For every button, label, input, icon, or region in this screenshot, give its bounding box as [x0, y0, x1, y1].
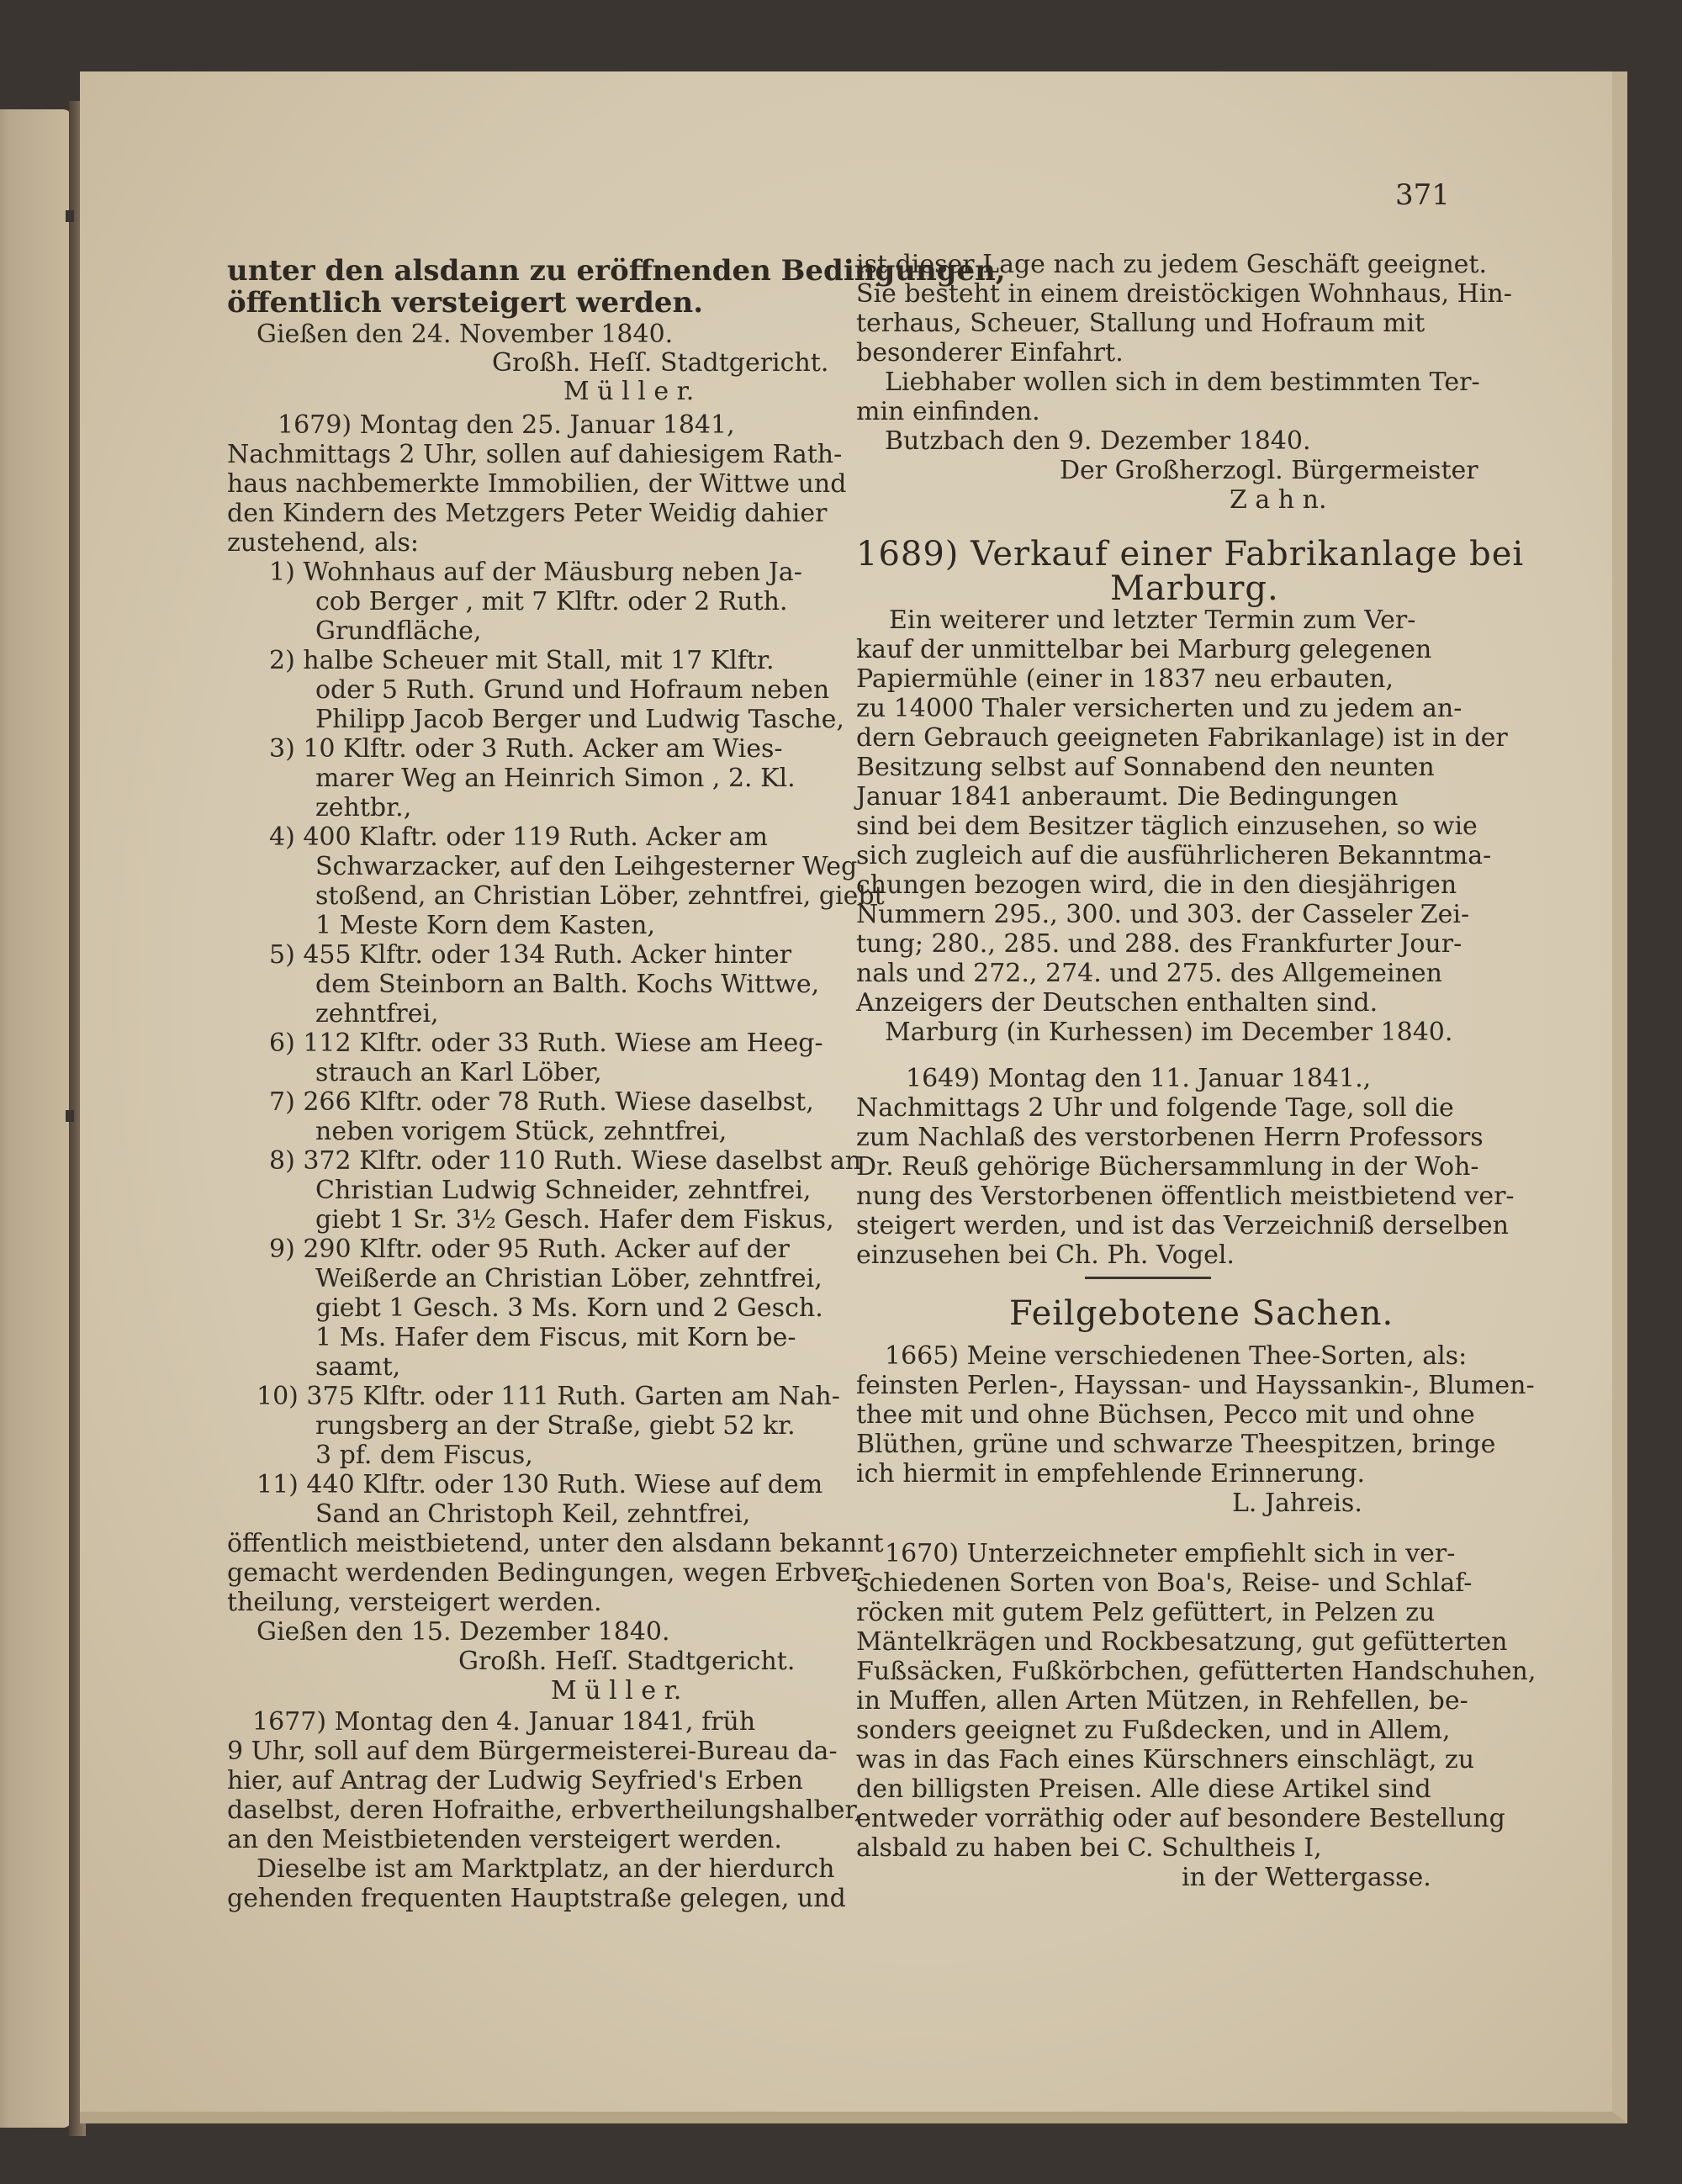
text-line: öffentlich meistbietend, unter den alsdann bekannt: [227, 1529, 884, 1558]
list-item: 10) 375 Klftr. oder 111 Ruth. Garten am Nah-: [257, 1382, 840, 1411]
notice-heading: 1677) Montag den 4. Januar 1841, früh: [252, 1707, 756, 1737]
text-line: Gießen den 24. November 1840.: [257, 320, 674, 349]
text-line: stoßend, an Christian Löber, zehntfrei, giebt: [315, 881, 885, 911]
text-line: nung des Verstorbenen öffentlich meistbietend ver-: [856, 1182, 1515, 1211]
text-line: haus nachbemerkte Immobilien, der Wittwe und: [227, 469, 847, 499]
list-item: 6) 112 Klftr. oder 33 Ruth. Wiese am Heeg-: [269, 1029, 823, 1058]
text-line: Dieselbe ist am Marktplatz, an der hierdurch: [257, 1854, 835, 1884]
text-line: steigert werden, und ist das Verzeichniß derselben: [856, 1211, 1509, 1240]
list-item: 1) Wohnhaus auf der Mäusburg neben Ja-: [269, 558, 802, 587]
signature-line: M ü l l e r.: [563, 377, 695, 406]
facing-page-edge: [0, 109, 71, 2128]
text-line: kauf der unmittelbar bei Marburg gelegenen: [856, 635, 1432, 664]
text-line: öffentlich versteigert werden.: [227, 286, 704, 320]
text-line: alsbald zu haben bei C. Schultheis I,: [856, 1833, 1322, 1863]
text-line: saamt,: [315, 1352, 401, 1382]
text-line: schiedenen Sorten von Boa's, Reise- und Schlaf-: [856, 1568, 1473, 1598]
text-line: besonderer Einfahrt.: [856, 338, 1124, 368]
text-line: giebt 1 Sr. 3½ Gesch. Hafer dem Fiskus,: [315, 1205, 834, 1235]
text-line: zehtbr.,: [315, 793, 412, 822]
text-line: Fußsäcken, Fußkörbchen, gefütterten Handschuhen,: [856, 1657, 1537, 1686]
list-item: 9) 290 Klftr. oder 95 Ruth. Acker auf der: [269, 1235, 790, 1264]
text-line: strauch an Karl Löber,: [315, 1058, 602, 1087]
text-line: Ein weiterer und letzter Termin zum Ver-: [889, 605, 1416, 635]
text-line: dern Gebrauch geeigneten Fabrikanlage) ist in der: [856, 723, 1508, 753]
section-divider: [1085, 1277, 1211, 1279]
text-line: hier, auf Antrag der Ludwig Seyfried's Erben: [227, 1766, 803, 1795]
text-line: gemacht werdenden Bedingungen, wegen Erbver-: [227, 1558, 871, 1588]
notice-heading: 1689) Verkauf einer Fabrikanlage bei: [856, 535, 1525, 574]
signature-line: Z a h n.: [1230, 485, 1327, 515]
section-title: Feilgebotene Sachen.: [1009, 1294, 1394, 1333]
notice-heading: 1665) Meine verschiedenen Thee-Sorten, als:: [885, 1341, 1468, 1371]
text-line: Sand an Christoph Keil, zehntfrei,: [315, 1499, 751, 1529]
text-line: rungsberg an der Straße, giebt 52 kr.: [315, 1411, 796, 1441]
text-line: zehntfrei,: [315, 999, 439, 1029]
text-line: 3 pf. dem Fiscus,: [315, 1441, 533, 1470]
text-line: sich zugleich auf die ausführlicheren Bekanntma-: [856, 841, 1492, 870]
notice-heading: Marburg.: [1110, 569, 1279, 608]
text-line: marer Weg an Heinrich Simon , 2. Kl.: [315, 764, 796, 793]
text-line: Grundfläche,: [315, 616, 482, 646]
page-number: 371: [1395, 178, 1450, 212]
text-line: sind bei dem Besitzer täglich einzusehen, so wie: [856, 812, 1478, 841]
list-item: 2) halbe Scheuer mit Stall, mit 17 Klftr.: [269, 646, 775, 675]
signature-line: M ü l l e r.: [551, 1676, 682, 1705]
text-line: Der Großherzogl. Bürgermeister: [1060, 456, 1478, 485]
list-item: 8) 372 Klftr. oder 110 Ruth. Wiese daselbst an: [269, 1146, 862, 1176]
text-line: Nachmittags 2 Uhr, sollen auf dahiesigem Rath-: [227, 440, 843, 469]
text-line: Liebhaber wollen sich in dem bestimmten Ter-: [885, 368, 1480, 397]
text-line: nals und 272., 274. und 275. des Allgemeinen: [856, 959, 1442, 988]
text-line: unter den alsdann zu eröffnenden Bedingungen,: [227, 254, 1006, 288]
text-line: Januar 1841 anberaumt. Die Bedingungen: [856, 782, 1399, 812]
text-line: terhaus, Scheuer, Stallung und Hofraum mit: [856, 309, 1425, 338]
text-line: Christian Ludwig Schneider, zehntfrei,: [315, 1176, 812, 1205]
text-line: giebt 1 Gesch. 3 Ms. Korn und 2 Gesch.: [315, 1293, 823, 1323]
text-line: dem Steinborn an Balth. Kochs Wittwe,: [315, 970, 820, 999]
list-item: 7) 266 Klftr. oder 78 Ruth. Wiese daselbst,: [269, 1087, 814, 1117]
text-line: Mäntelkrägen und Rockbesatzung, gut gefütterten: [856, 1627, 1508, 1657]
list-item: 11) 440 Klftr. oder 130 Ruth. Wiese auf dem: [257, 1470, 823, 1499]
text-line: Papiermühle (einer in 1837 neu erbauten,: [856, 664, 1394, 694]
margin-mark: [66, 1110, 74, 1122]
text-line: Philipp Jacob Berger und Ludwig Tasche,: [315, 705, 844, 734]
text-line: was in das Fach eines Kürschners einschlägt, zu: [856, 1745, 1475, 1774]
notice-heading: 1679) Montag den 25. Januar 1841,: [278, 410, 735, 440]
text-line: daselbst, deren Hofraithe, erbvertheilungshalber,: [227, 1795, 863, 1825]
text-line: Butzbach den 9. Dezember 1840.: [885, 426, 1311, 456]
signature-line: in der Wettergasse.: [1182, 1863, 1431, 1892]
text-line: Weißerde an Christian Löber, zehntfrei,: [315, 1264, 822, 1293]
notice-heading: 1670) Unterzeichneter empfiehlt sich in ver-: [885, 1539, 1456, 1568]
text-line: Großh. Heſſ. Stadtgericht.: [458, 1647, 796, 1676]
text-line: einzusehen bei Ch. Ph. Vogel.: [856, 1240, 1235, 1270]
text-line: ich hiermit in empfehlende Erinnerung.: [856, 1459, 1366, 1489]
text-line: 1 Meste Korn dem Kasten,: [315, 911, 656, 940]
text-line: chungen bezogen wird, die in den diesjährigen: [856, 870, 1457, 900]
text-line: 1 Ms. Hafer dem Fiscus, mit Korn be-: [315, 1323, 796, 1352]
text-line: min einfinden.: [856, 397, 1040, 426]
list-item: 3) 10 Klftr. oder 3 Ruth. Acker am Wies-: [269, 734, 783, 764]
text-line: Schwarzacker, auf den Leihgesterner Weg: [315, 852, 858, 881]
text-line: in Muffen, allen Arten Mützen, in Rehfellen, be-: [856, 1686, 1468, 1716]
text-line: Blüthen, grüne und schwarze Theespitzen, bringe: [856, 1430, 1496, 1459]
text-line: neben vorigem Stück, zehntfrei,: [315, 1117, 727, 1146]
text-line: zustehend, als:: [227, 528, 419, 558]
text-line: theilung, versteigert werden.: [227, 1588, 602, 1617]
text-line: an den Meistbietenden versteigert werden.: [227, 1825, 782, 1854]
list-item: 4) 400 Klaftr. oder 119 Ruth. Acker am: [269, 822, 768, 852]
text-line: sonders geeignet zu Fußdecken, und in Allem,: [856, 1716, 1451, 1745]
text-line: ist dieser Lage nach zu jedem Geschäft geeignet.: [856, 250, 1487, 279]
notice-heading: 1649) Montag den 11. Januar 1841.,: [906, 1064, 1372, 1093]
text-line: feinsten Perlen-, Hayssan- und Hayssankin-, Blumen-: [856, 1371, 1535, 1400]
text-line: thee mit und ohne Büchsen, Pecco mit und ohne: [856, 1400, 1475, 1430]
text-line: den Kindern des Metzgers Peter Weidig dahier: [227, 499, 828, 528]
text-line: den billigsten Preisen. Alle diese Artikel sind: [856, 1774, 1431, 1804]
text-line: cob Berger , mit 7 Klftr. oder 2 Ruth.: [315, 587, 788, 616]
text-line: entweder vorräthig oder auf besondere Bestellung: [856, 1804, 1505, 1833]
text-line: oder 5 Ruth. Grund und Hofraum neben: [315, 675, 830, 705]
text-line: Nummern 295., 300. und 303. der Casseler Zei-: [856, 900, 1470, 929]
text-line: Nachmittags 2 Uhr und folgende Tage, soll die: [856, 1093, 1454, 1123]
text-line: Gießen den 15. Dezember 1840.: [257, 1617, 670, 1647]
list-item: 5) 455 Klftr. oder 134 Ruth. Acker hinter: [269, 940, 792, 970]
text-line: röcken mit gutem Pelz gefüttert, in Pelzen zu: [856, 1598, 1436, 1627]
text-line: tung; 280., 285. und 288. des Frankfurter Jour-: [856, 929, 1462, 959]
text-line: Dr. Reuß gehörige Büchersammlung in der Woh-: [856, 1152, 1479, 1182]
text-line: Besitzung selbst auf Sonnabend den neunten: [856, 753, 1435, 782]
text-line: gehenden frequenten Hauptstraße gelegen, und: [227, 1884, 846, 1913]
text-line: zum Nachlaß des verstorbenen Herrn Professors: [856, 1123, 1484, 1152]
text-line: Anzeigers der Deutschen enthalten sind.: [856, 988, 1378, 1018]
text-line: zu 14000 Thaler versicherten und zu jedem an-: [856, 694, 1462, 723]
text-line: Großh. Heſſ. Stadtgericht.: [492, 348, 829, 378]
text-line: Sie besteht in einem dreistöckigen Wohnhaus, Hin-: [856, 279, 1512, 309]
text-line: Marburg (in Kurhessen) im December 1840.: [885, 1018, 1453, 1047]
text-line: 9 Uhr, soll auf dem Bürgermeisterei-Bureau da-: [227, 1737, 838, 1766]
margin-mark: [66, 210, 74, 222]
signature-line: L. Jahreis.: [1232, 1489, 1362, 1518]
